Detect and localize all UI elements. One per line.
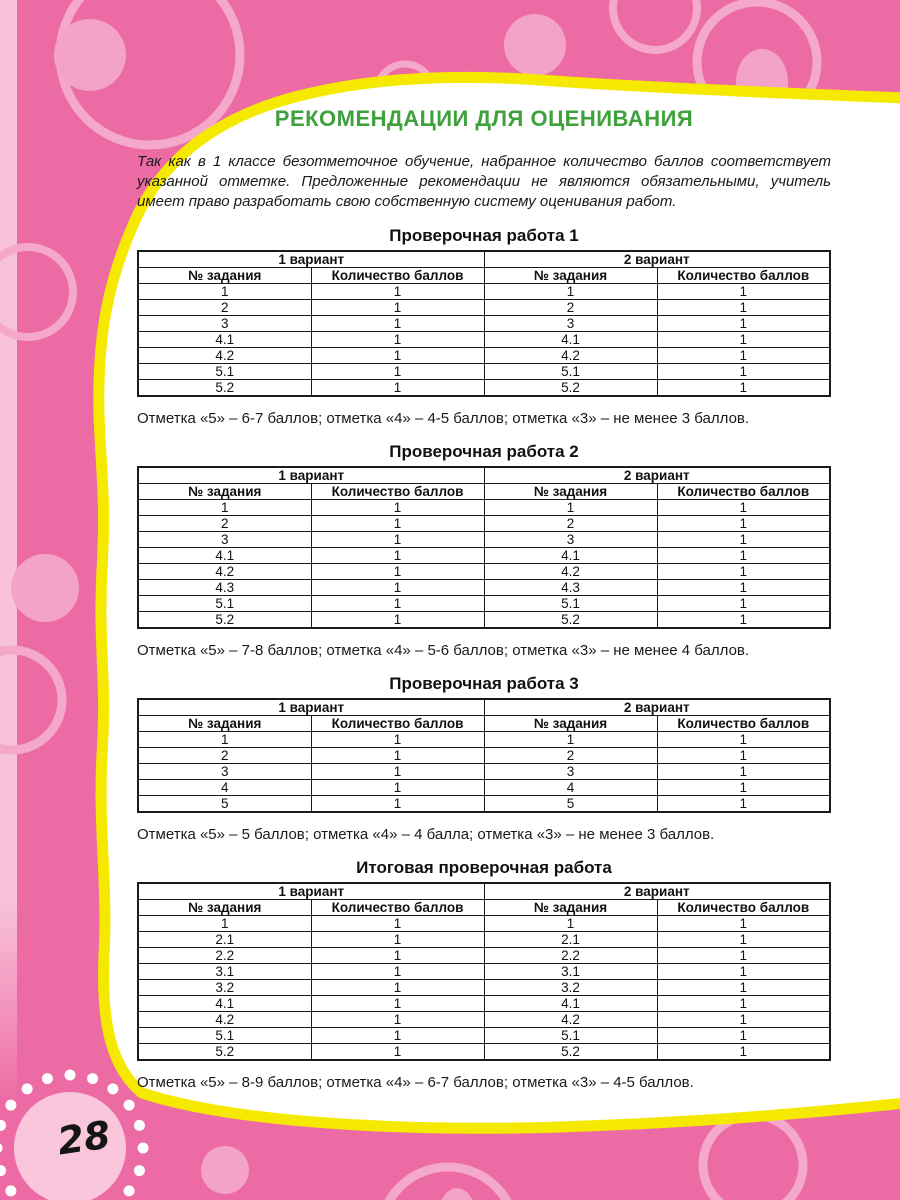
task-number-column-header: № задания [484, 716, 657, 732]
table-row [138, 364, 830, 380]
task-cell: 1 [484, 916, 657, 932]
page-number: 28 [54, 1112, 114, 1164]
points-column-header: Количество баллов [657, 716, 830, 732]
task-cell: 4.2 [484, 564, 657, 580]
variant-header-row [138, 883, 830, 900]
grading-note: Отметка «5» – 5 баллов; отметка «4» – 4 балла; отметка «3» – не менее 3 баллов. [137, 826, 715, 843]
column-header-row [138, 484, 830, 500]
page-edge-strip [0, 0, 17, 1100]
points-cell: 1 [311, 796, 484, 813]
variant-header-row [138, 467, 830, 484]
column-header-row [138, 900, 830, 916]
points-column-header: Количество баллов [311, 268, 484, 284]
task-cell: 3 [484, 316, 657, 332]
task-cell: 5.1 [484, 596, 657, 612]
points-cell: 1 [657, 300, 830, 316]
task-cell: 4.1 [484, 332, 657, 348]
task-cell: 1 [484, 732, 657, 748]
task-cell: 1 [138, 500, 311, 516]
task-cell: 3.1 [138, 964, 311, 980]
task-cell: 4.1 [138, 996, 311, 1012]
points-cell: 1 [657, 1012, 830, 1028]
task-cell: 2 [484, 748, 657, 764]
task-cell: 3 [138, 532, 311, 548]
points-cell: 1 [311, 348, 484, 364]
column-header-row [138, 716, 830, 732]
grading-note: Отметка «5» – 8-9 баллов; отметка «4» – 6-7 баллов; отметка «3» – 4-5 баллов. [137, 1074, 694, 1091]
points-cell: 1 [657, 1044, 830, 1061]
points-cell: 1 [311, 1028, 484, 1044]
points-cell: 1 [657, 932, 830, 948]
task-cell: 4.1 [484, 548, 657, 564]
points-cell: 1 [657, 564, 830, 580]
variant-header-row [138, 251, 830, 268]
points-cell: 1 [311, 996, 484, 1012]
table-row [138, 532, 830, 548]
intro-text: Так как в 1 классе безотметочное обучение, набранное количество баллов соответствует указанной отметке. Предложенные рекомендации не являются обязательными, учитель имеет право разработать свою собственную систему оценивания работ. [137, 153, 831, 210]
task-cell: 5.2 [484, 1044, 657, 1061]
task-cell: 3.1 [484, 964, 657, 980]
points-cell: 1 [311, 948, 484, 964]
task-cell: 4.1 [138, 332, 311, 348]
task-cell: 5.1 [138, 1028, 311, 1044]
variant-1-header: 1 вариант [138, 251, 484, 268]
task-number-column-header: № задания [484, 268, 657, 284]
task-cell: 4.1 [138, 548, 311, 564]
points-column-header: Количество баллов [311, 484, 484, 500]
table-row [138, 316, 830, 332]
work-section [137, 226, 831, 428]
points-column-header: Количество баллов [311, 716, 484, 732]
points-cell: 1 [657, 516, 830, 532]
points-cell: 1 [657, 500, 830, 516]
task-cell: 2.2 [484, 948, 657, 964]
variant-2-header: 2 вариант [484, 251, 830, 268]
table-row [138, 348, 830, 364]
table-row [138, 332, 830, 348]
points-cell: 1 [657, 580, 830, 596]
section-heading: Итоговая проверочная работа [356, 858, 612, 877]
points-cell: 1 [657, 732, 830, 748]
points-cell: 1 [657, 532, 830, 548]
table-row [138, 1028, 830, 1044]
points-cell: 1 [311, 564, 484, 580]
points-cell: 1 [657, 596, 830, 612]
task-cell: 2 [484, 516, 657, 532]
task-cell: 5 [484, 796, 657, 813]
task-number-column-header: № задания [484, 900, 657, 916]
points-cell: 1 [657, 996, 830, 1012]
table-row [138, 796, 830, 813]
table-row [138, 580, 830, 596]
task-cell: 4.2 [138, 564, 311, 580]
points-cell: 1 [657, 980, 830, 996]
task-cell: 2.1 [484, 932, 657, 948]
table-row [138, 548, 830, 564]
task-cell: 1 [484, 284, 657, 300]
score-table [137, 466, 831, 629]
points-cell: 1 [311, 1012, 484, 1028]
points-column-header: Количество баллов [311, 900, 484, 916]
points-cell: 1 [657, 764, 830, 780]
points-cell: 1 [657, 284, 830, 300]
task-cell: 4.2 [138, 348, 311, 364]
variant-2-header: 2 вариант [484, 883, 830, 900]
sections-container [137, 226, 831, 1092]
task-cell: 3 [484, 532, 657, 548]
task-cell: 5.2 [138, 612, 311, 629]
points-cell: 1 [311, 532, 484, 548]
section-heading: Проверочная работа 2 [389, 442, 579, 461]
points-cell: 1 [311, 380, 484, 397]
points-cell: 1 [657, 964, 830, 980]
variant-1-header: 1 вариант [138, 699, 484, 716]
points-cell: 1 [657, 348, 830, 364]
page-content [137, 106, 831, 1092]
task-cell: 1 [138, 732, 311, 748]
table-row [138, 1044, 830, 1061]
section-heading: Проверочная работа 3 [389, 674, 579, 693]
task-cell: 3 [484, 764, 657, 780]
table-row [138, 516, 830, 532]
task-cell: 5 [138, 796, 311, 813]
task-cell: 5.1 [138, 364, 311, 380]
points-column-header: Количество баллов [657, 900, 830, 916]
points-cell: 1 [311, 748, 484, 764]
points-cell: 1 [311, 916, 484, 932]
task-number-column-header: № задания [138, 900, 311, 916]
table-row [138, 932, 830, 948]
table-row [138, 748, 830, 764]
points-cell: 1 [657, 796, 830, 813]
task-cell: 2.2 [138, 948, 311, 964]
table-row [138, 732, 830, 748]
variant-header-row [138, 699, 830, 716]
points-cell: 1 [311, 1044, 484, 1061]
score-table [137, 882, 831, 1061]
task-cell: 5.2 [138, 380, 311, 397]
table-row [138, 780, 830, 796]
points-cell: 1 [311, 580, 484, 596]
table-row [138, 596, 830, 612]
task-cell: 5.2 [484, 612, 657, 629]
grading-note: Отметка «5» – 6-7 баллов; отметка «4» – 4-5 баллов; отметка «3» – не менее 3 баллов. [137, 410, 750, 427]
points-cell: 1 [311, 980, 484, 996]
task-cell: 4.1 [484, 996, 657, 1012]
task-cell: 4 [138, 780, 311, 796]
table-row [138, 1012, 830, 1028]
table-row [138, 500, 830, 516]
points-cell: 1 [657, 612, 830, 629]
points-cell: 1 [311, 764, 484, 780]
points-cell: 1 [657, 780, 830, 796]
variant-2-header: 2 вариант [484, 467, 830, 484]
points-cell: 1 [657, 948, 830, 964]
table-row [138, 996, 830, 1012]
task-cell: 2 [138, 516, 311, 532]
task-cell: 3 [138, 764, 311, 780]
table-row [138, 300, 830, 316]
points-cell: 1 [657, 332, 830, 348]
points-cell: 1 [311, 612, 484, 629]
table-row [138, 980, 830, 996]
points-cell: 1 [311, 300, 484, 316]
task-cell: 5.1 [138, 596, 311, 612]
task-cell: 4.2 [484, 1012, 657, 1028]
column-header-row [138, 268, 830, 284]
task-cell: 5.1 [484, 364, 657, 380]
table-row [138, 764, 830, 780]
task-cell: 1 [484, 500, 657, 516]
points-cell: 1 [657, 748, 830, 764]
task-cell: 4.3 [484, 580, 657, 596]
points-cell: 1 [657, 1028, 830, 1044]
task-cell: 3.2 [138, 980, 311, 996]
task-cell: 2 [138, 748, 311, 764]
task-cell: 2 [138, 300, 311, 316]
task-cell: 4.3 [138, 580, 311, 596]
score-table [137, 698, 831, 813]
task-cell: 2 [484, 300, 657, 316]
task-cell: 4.2 [484, 348, 657, 364]
task-cell: 5.2 [138, 1044, 311, 1061]
task-number-column-header: № задания [138, 268, 311, 284]
table-row [138, 612, 830, 629]
table-row [138, 564, 830, 580]
variant-1-header: 1 вариант [138, 883, 484, 900]
table-row [138, 916, 830, 932]
points-cell: 1 [311, 548, 484, 564]
points-cell: 1 [657, 380, 830, 397]
points-cell: 1 [311, 332, 484, 348]
task-cell: 4.2 [138, 1012, 311, 1028]
points-cell: 1 [311, 964, 484, 980]
section-heading: Проверочная работа 1 [389, 226, 579, 245]
work-section [137, 674, 831, 844]
table-row [138, 964, 830, 980]
work-section [137, 442, 831, 660]
score-table [137, 250, 831, 397]
task-cell: 1 [138, 284, 311, 300]
points-cell: 1 [311, 732, 484, 748]
points-cell: 1 [657, 316, 830, 332]
points-cell: 1 [311, 932, 484, 948]
work-section [137, 858, 831, 1092]
task-number-column-header: № задания [484, 484, 657, 500]
task-cell: 3.2 [484, 980, 657, 996]
task-cell: 2.1 [138, 932, 311, 948]
points-cell: 1 [657, 916, 830, 932]
table-row [138, 948, 830, 964]
variant-1-header: 1 вариант [138, 467, 484, 484]
points-cell: 1 [311, 516, 484, 532]
points-cell: 1 [311, 284, 484, 300]
task-cell: 4 [484, 780, 657, 796]
table-row [138, 380, 830, 397]
task-cell: 5.2 [484, 380, 657, 397]
points-cell: 1 [657, 548, 830, 564]
task-cell: 1 [138, 916, 311, 932]
points-column-header: Количество баллов [657, 268, 830, 284]
page-title: РЕКОМЕНДАЦИИ ДЛЯ ОЦЕНИВАНИЯ [274, 106, 694, 131]
task-number-column-header: № задания [138, 484, 311, 500]
task-number-column-header: № задания [138, 716, 311, 732]
points-cell: 1 [311, 780, 484, 796]
points-cell: 1 [311, 596, 484, 612]
points-cell: 1 [311, 316, 484, 332]
points-column-header: Количество баллов [657, 484, 830, 500]
points-cell: 1 [311, 364, 484, 380]
task-cell: 3 [138, 316, 311, 332]
grading-note: Отметка «5» – 7-8 баллов; отметка «4» – 5-6 баллов; отметка «3» – не менее 4 баллов. [137, 642, 750, 659]
points-cell: 1 [311, 500, 484, 516]
table-row [138, 284, 830, 300]
task-cell: 5.1 [484, 1028, 657, 1044]
variant-2-header: 2 вариант [484, 699, 830, 716]
points-cell: 1 [657, 364, 830, 380]
